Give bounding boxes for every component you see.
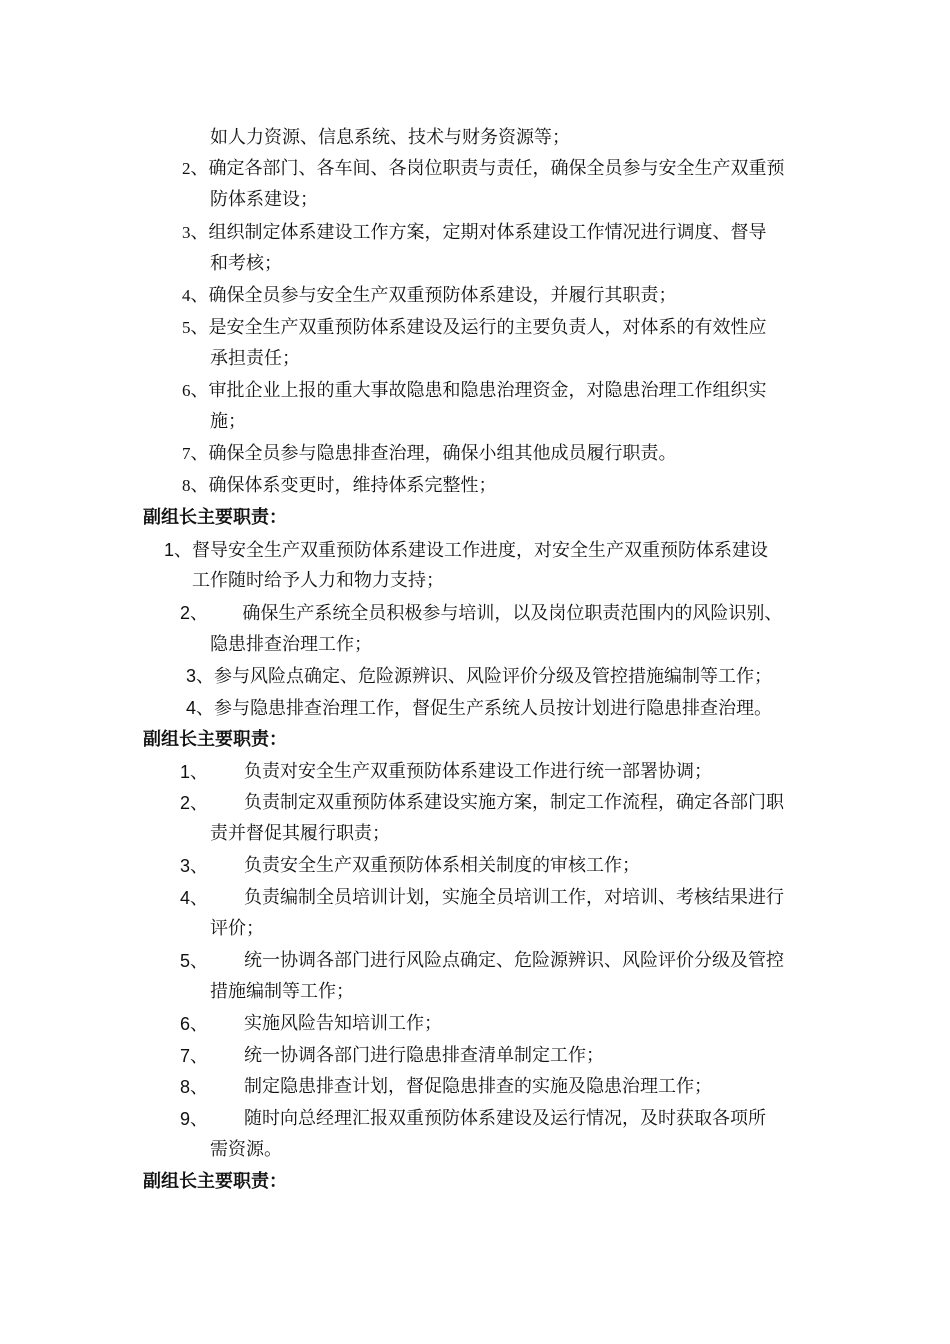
item-text: 负责制定双重预防体系建设实施方案，制定工作流程，确定各部门职: [244, 792, 784, 813]
list-item-continuation: 防体系建设；: [210, 189, 318, 210]
list-item: [182, 442, 677, 466]
item-number: 8: [182, 476, 191, 495]
list-item-continuation: 如人力资源、信息系统、技术与财务资源等；: [210, 127, 570, 148]
list-item: [180, 949, 784, 974]
item-number: 5: [182, 318, 191, 337]
item-separator: 、: [190, 1077, 209, 1098]
list-item: [182, 474, 497, 498]
list-item: [186, 664, 772, 689]
item-number: 7: [182, 444, 191, 463]
item-text: 制定隐患排查计划，督促隐患排查的实施及隐患治理工作；: [244, 1076, 712, 1097]
list-item: [180, 1107, 766, 1132]
item-number: 7: [180, 1046, 191, 1066]
list-item-continuation: 评价；: [210, 918, 264, 939]
list-item: [186, 696, 772, 721]
list-item: [164, 538, 768, 563]
list-item-continuation: 承担责任；: [210, 348, 300, 369]
section-heading: 副组长主要职责：: [143, 507, 287, 528]
list-item: [180, 854, 640, 879]
item-number: 2: [180, 793, 191, 813]
item-text: 、组织制定体系建设工作方案，定期对体系建设工作情况进行调度、督导: [190, 222, 767, 243]
item-separator: 、: [190, 793, 209, 814]
list-item-continuation: 需资源。: [210, 1139, 282, 1160]
item-number: 8: [180, 1077, 191, 1097]
list-item-continuation: 和考核；: [210, 253, 282, 274]
item-text: 负责安全生产双重预防体系相关制度的审核工作；: [244, 855, 640, 876]
item-number: 6: [182, 381, 191, 400]
item-number: 4: [180, 888, 191, 908]
list-item: [180, 886, 784, 911]
item-text: 、确保全员参与安全生产双重预防体系建设，并履行其职责；: [190, 285, 677, 306]
item-text: 统一协调各部门进行隐患排查清单制定工作；: [244, 1045, 604, 1066]
list-item: [180, 791, 784, 816]
list-item-continuation: 工作随时给予人力和物力支持；: [192, 570, 444, 591]
list-item: [182, 316, 767, 340]
section-heading: 副组长主要职责：: [143, 729, 287, 750]
item-text: 、确保全员参与隐患排查治理，确保小组其他成员履行职责。: [190, 443, 677, 464]
list-item-continuation: 措施编制等工作；: [210, 981, 354, 1002]
item-number: 2: [182, 159, 191, 178]
item-separator: 、: [190, 856, 209, 877]
list-item: [182, 284, 677, 308]
item-number: 2: [180, 603, 191, 623]
item-number: 6: [180, 1014, 191, 1034]
item-text: 、确保体系变更时，维持体系完整性；: [190, 475, 497, 496]
section-heading: 副组长主要职责：: [143, 1171, 287, 1192]
item-number: 3: [182, 223, 191, 242]
item-separator: 、: [190, 951, 209, 972]
list-item: [182, 221, 767, 245]
item-text: 、审批企业上报的重大事故隐患和隐患治理资金，对隐患治理工作组织实: [190, 380, 767, 401]
item-separator: 、: [190, 1109, 209, 1130]
item-number: 1: [164, 540, 175, 560]
item-text: 统一协调各部门进行风险点确定、危险源辨识、风险评价分级及管控: [244, 950, 784, 971]
list-item: [180, 1044, 604, 1069]
item-number: 3: [180, 856, 191, 876]
list-item: [182, 379, 767, 403]
list-item: [180, 1012, 442, 1037]
list-item-continuation: 责并督促其履行职责；: [210, 823, 390, 844]
item-text: 、参与隐患排查治理工作，督促生产系统人员按计划进行隐患排查治理。: [196, 698, 773, 719]
item-text: 、是安全生产双重预防体系建设及运行的主要负责人，对体系的有效性应: [190, 317, 767, 338]
item-text: 、 确保生产系统全员积极参与培训，以及岗位职责范围内的风险识别、: [190, 603, 783, 624]
item-separator: 、: [190, 1014, 209, 1035]
item-separator: 、: [190, 762, 209, 783]
list-item: [180, 1075, 712, 1100]
item-number: 5: [180, 951, 191, 971]
item-separator: 、: [190, 888, 209, 909]
item-text: 随时向总经理汇报双重预防体系建设及运行情况，及时获取各项所: [244, 1108, 766, 1129]
item-number: 1: [180, 762, 191, 782]
list-item-continuation: 隐患排查治理工作；: [210, 634, 372, 655]
item-text: 、确定各部门、各车间、各岗位职责与责任，确保全员参与安全生产双重预: [190, 158, 785, 179]
item-number: 9: [180, 1109, 191, 1129]
list-item: [180, 760, 712, 785]
item-number: 4: [186, 698, 197, 718]
list-item: [182, 157, 785, 181]
list-item-continuation: 施；: [210, 411, 246, 432]
list-item: [180, 601, 782, 626]
item-number: 4: [182, 286, 191, 305]
item-text: 负责对安全生产双重预防体系建设工作进行统一部署协调；: [244, 761, 712, 782]
item-number: 3: [186, 666, 197, 686]
item-text: 、参与风险点确定、危险源辨识、风险评价分级及管控措施编制等工作；: [196, 666, 773, 687]
item-text: 实施风险告知培训工作；: [244, 1013, 442, 1034]
item-text: 、督导安全生产双重预防体系建设工作进度，对安全生产双重预防体系建设: [174, 540, 769, 561]
item-text: 负责编制全员培训计划，实施全员培训工作，对培训、考核结果进行: [244, 887, 784, 908]
item-separator: 、: [190, 1046, 209, 1067]
